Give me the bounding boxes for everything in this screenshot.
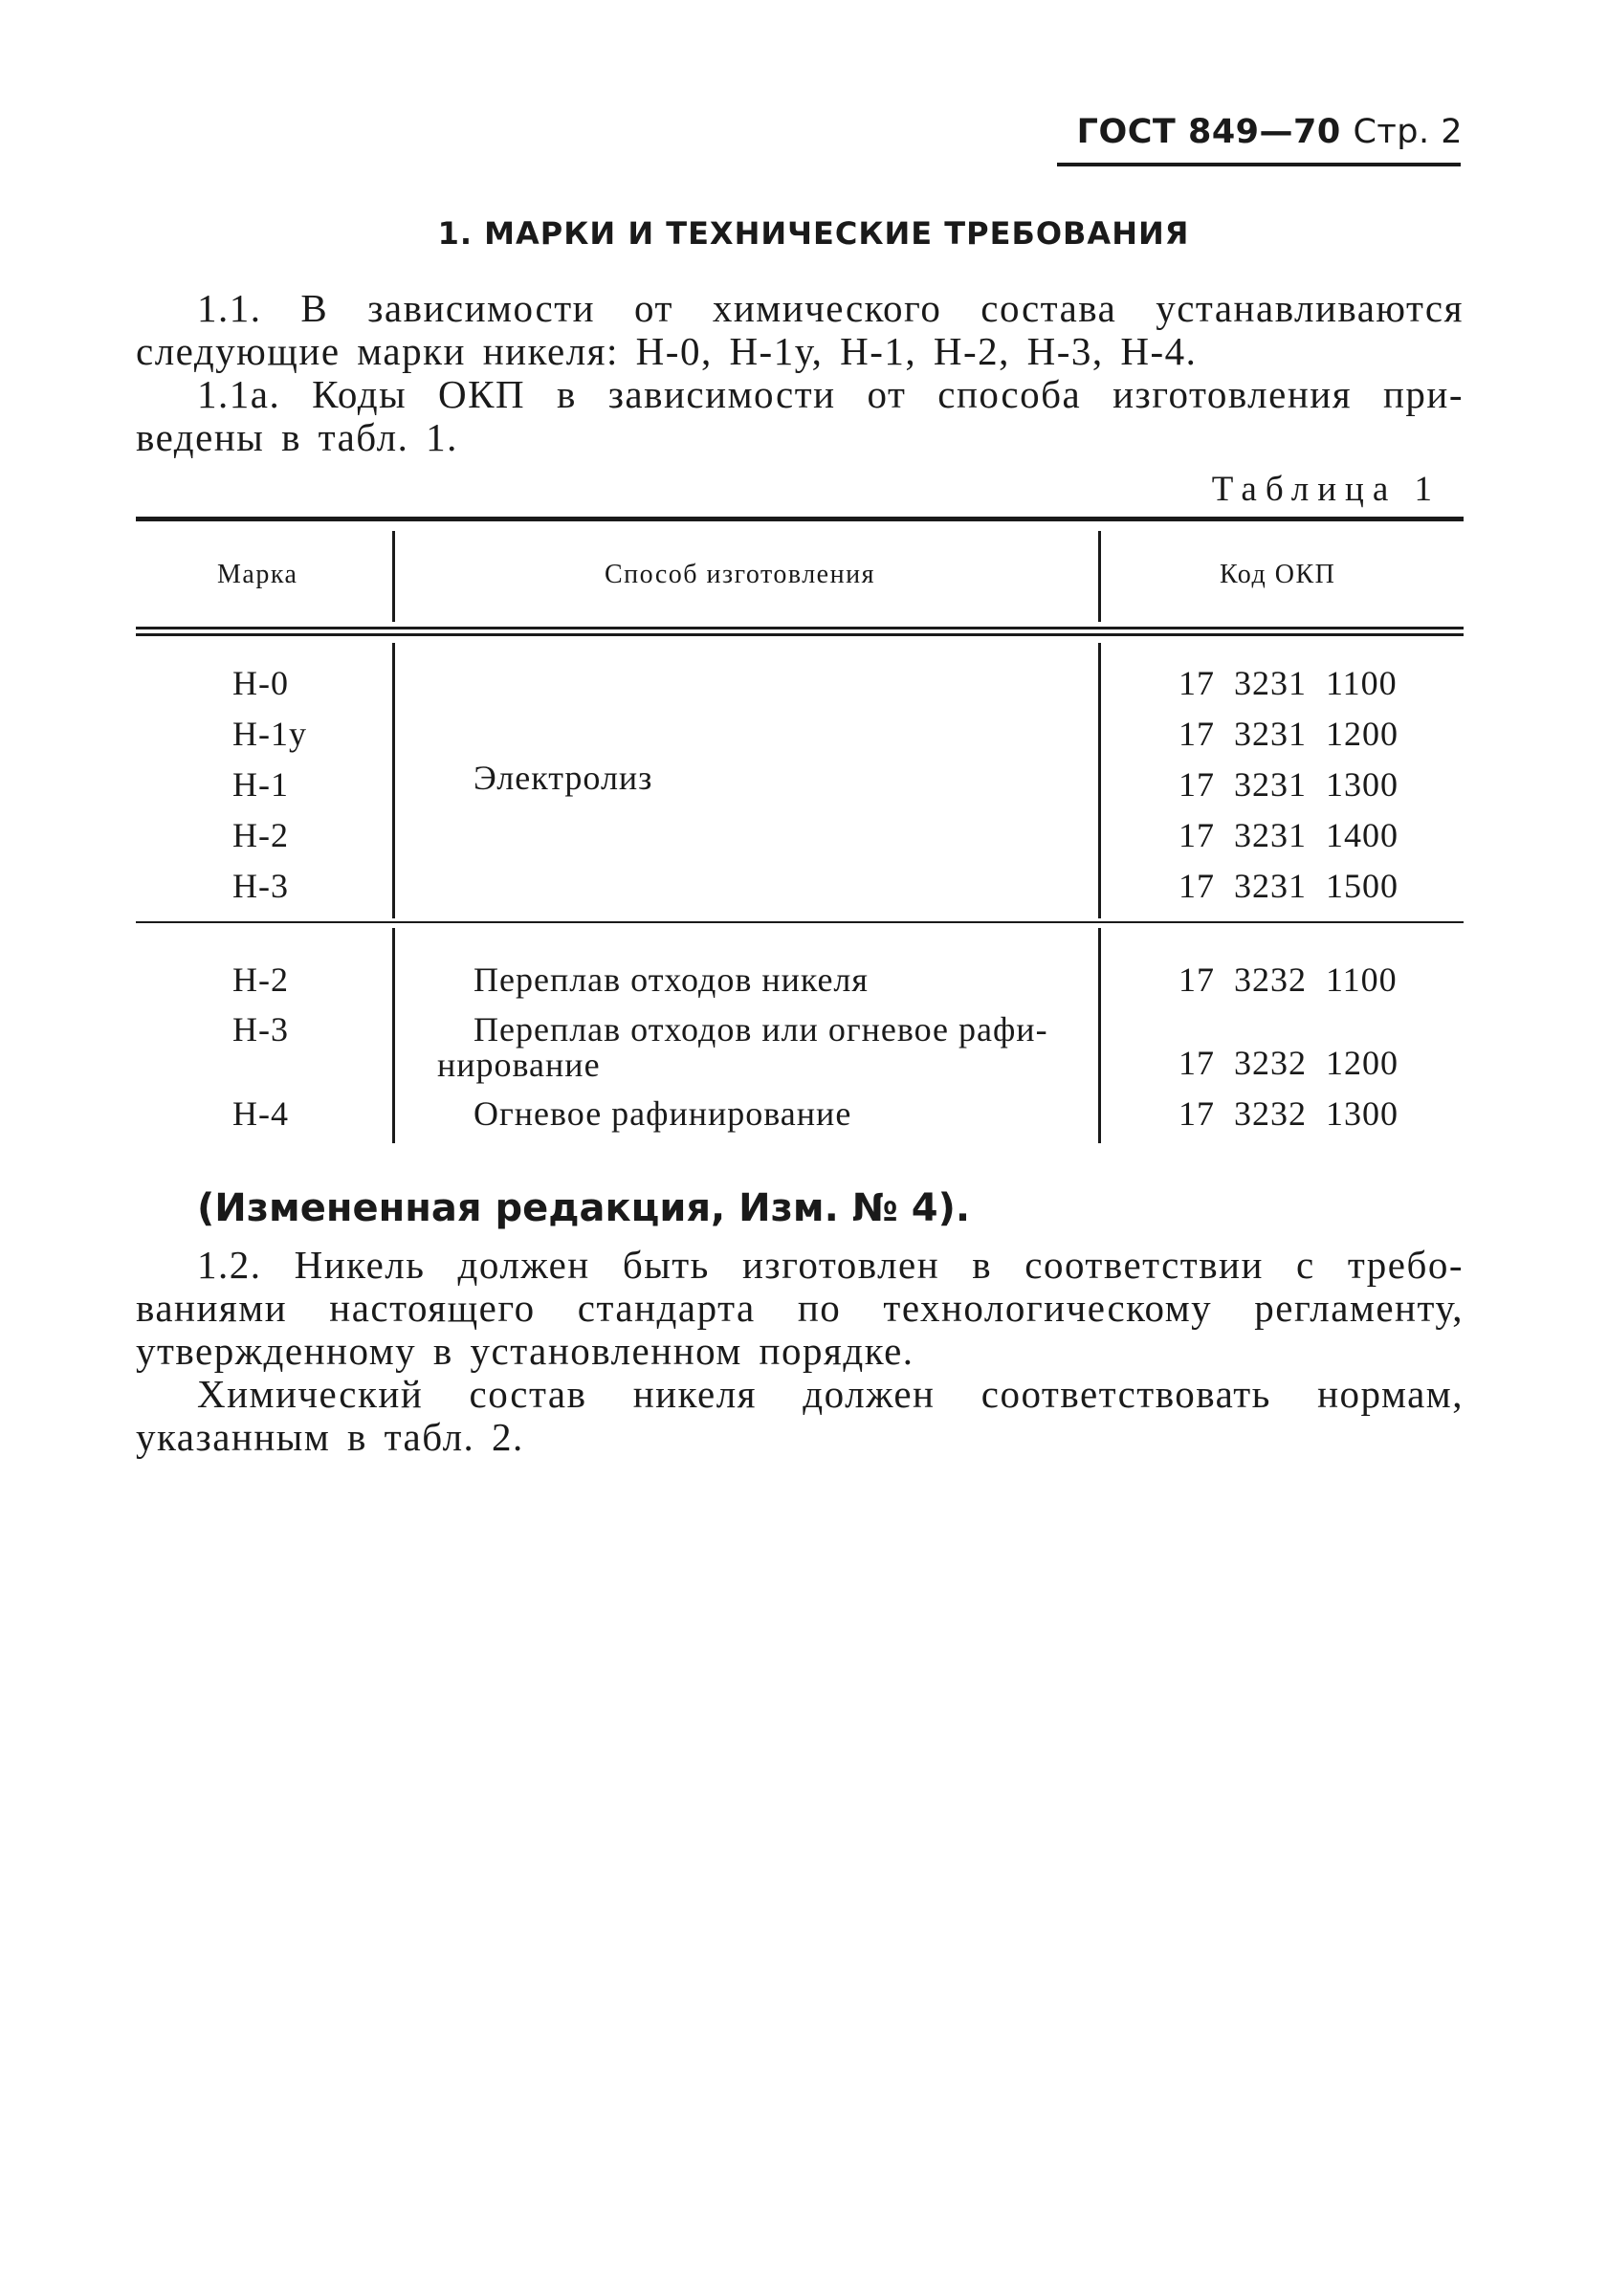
header-mark: Марка — [217, 560, 298, 589]
section-title: 1. МАРКИ И ТЕХНИЧЕСКИЕ ТРЕБОВАНИЯ — [437, 215, 1190, 252]
table-row-code: 17 3232 1300 — [1178, 1094, 1399, 1133]
running-header — [1077, 113, 1463, 151]
table-row-code: 17 3232 1100 — [1178, 960, 1398, 999]
table-header-rule — [136, 627, 1464, 629]
header-method: Способ изготовления — [605, 560, 875, 589]
page-label: Стр. 2 — [1353, 113, 1463, 151]
method-electrolysis: Электролиз — [474, 759, 653, 797]
column-divider — [392, 928, 395, 1143]
table-group-divider — [136, 921, 1464, 923]
table-row-mark: Н-3 — [232, 867, 289, 905]
table-row-mark: Н-4 — [232, 1094, 289, 1133]
paragraph-1-1a: 1.1а. Коды ОКП в зависимости от способа изготовления при- ведены в табл. 1. — [136, 372, 1464, 459]
column-divider — [1098, 531, 1101, 622]
table-top-rule — [136, 517, 1464, 521]
table-row-mark: Н-1у — [232, 715, 307, 753]
table-row-method: Огневое рафинирование — [474, 1094, 852, 1133]
table-row-mark: Н-3 — [232, 1010, 289, 1049]
amendment-note: (Измененная редакция, Изм. № 4). — [197, 1186, 971, 1230]
table-row-mark: Н-1 — [232, 765, 289, 804]
table-row-method: Переплав отходов никеля — [474, 960, 869, 999]
column-divider — [1098, 643, 1101, 918]
table-row-mark: Н-2 — [232, 816, 289, 854]
table-row-method: Переплав отходов или огневое рафи- — [474, 1010, 1048, 1049]
table-row-code: 17 3231 1400 — [1178, 816, 1399, 854]
table-row-method-cont: нирование — [437, 1046, 601, 1084]
table-row-mark: Н-0 — [232, 664, 289, 702]
column-divider — [1098, 928, 1101, 1143]
column-divider — [392, 531, 395, 622]
paragraph-1-1: 1.1. В зависимости от химического состава устанавливаются следующие марки никеля: Н-0, Н-1у, Н-1, Н-2, Н-3, Н-4. — [136, 286, 1464, 373]
column-divider — [392, 643, 395, 918]
table-row-mark: Н-2 — [232, 960, 289, 999]
table-row-code: 17 3231 1200 — [1178, 715, 1399, 753]
table-row-code: 17 3231 1500 — [1178, 867, 1399, 905]
paragraph-chemical-composition: Химический состав никеля должен соответствовать нормам, указанным в табл. 2. — [136, 1372, 1464, 1459]
standard-number: ГОСТ 849—70 — [1076, 113, 1341, 151]
table-row-code: 17 3232 1200 — [1178, 1044, 1399, 1082]
header-code: Код ОКП — [1220, 560, 1336, 589]
table-row-code: 17 3231 1300 — [1178, 765, 1399, 804]
table-row-code: 17 3231 1100 — [1178, 664, 1398, 702]
table-caption: Таблица 1 — [1211, 470, 1441, 509]
paragraph-1-2: 1.2. Никель должен быть изготовлен в соответствии с требо- ваниями настоящего стандарта по технологическому регламенту, утвержденному в установленном порядке. — [136, 1243, 1464, 1373]
header-rule — [1057, 163, 1461, 166]
